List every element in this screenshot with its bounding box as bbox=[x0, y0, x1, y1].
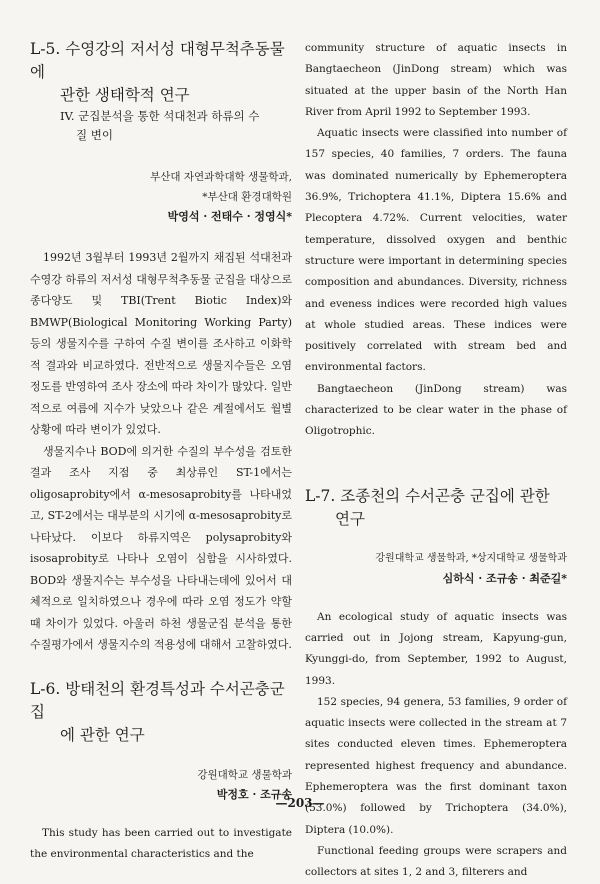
l6-affiliation: 강원대학교 생물학과 bbox=[197, 768, 292, 781]
l5-affiliation-2: *부산대 환경대학원 bbox=[202, 191, 292, 203]
right-column bbox=[305, 38, 567, 884]
l6-title-line1: L-6. 방태천의 환경특성과 수서곤충군집 bbox=[30, 679, 285, 721]
l5-title-line2: 관한 생태학적 연구 bbox=[60, 86, 190, 104]
l7-title-line2: 연구 bbox=[335, 509, 365, 528]
l6-title bbox=[30, 678, 292, 747]
l7-affiliation: 강원대학교 생물학과, *상지대학교 생물학과 bbox=[375, 552, 567, 564]
l6-title-line2: 에 관한 연구 bbox=[60, 725, 145, 744]
l5-paragraph-2: 생물지수나 BOD에 의거한 수질의 부수성을 검토한 결과 조사 지점 중 최상류인 ST-1에서는 oligosaprobity에서 α-mesosaprobity를 나타내었고, ST-2에서는 대부분의 시기에 α-mesosaprobity로 나타났다. 이보다 하류지역은 polysaprobity와 isosaprobity로 나타나 오염이 심함을 시사하였다. BOD와 생물지수는 부수성을 나타내는데에 있어서 대체적으로 일치하였으나 경우에 따라 오염 정도가 약할 때 차이가 있었다. 아울러 하천 생물군집 분석을 통한 수질평가에서 생물지수의 적용성에 대해서 고찰하였다. bbox=[30, 444, 292, 651]
l5-affiliation-1: 부산대 자연과학대학 생물학과, bbox=[150, 171, 292, 183]
l6-paragraph-3: Bangtaecheon (JinDong stream) was characterized to be clear water in the phase of Oligotrophic. bbox=[305, 382, 567, 438]
l5-subtitle-line1: IV. 군집분석을 통한 석대천과 하류의 수 bbox=[60, 109, 260, 123]
l5-subtitle-line2: 질 변이 bbox=[76, 128, 113, 142]
l6-paragraph-1: This study has been carried out to investigate the environmental characteristics and the bbox=[30, 826, 292, 860]
l5-paragraph-1: 1992년 3월부터 1993년 2월까지 채집된 석대천과 수영강 하류의 저서성 대형무척추동물 군집을 대상으로 종다양도 및 TBI(Trent Biotic Index)와 BMWP(Biological Monitoring Working Party) 등의 생물지수를 구하여 수질 변이를 조사하고 이화학적 결과와 비교하였다. 전반적으로 생물지수들은 오염 정도를 반영하여 조사 장소에 따라 차이가 많았다. 일반적으로 여름에 지수가 낮았으나 같은 계절에서도 월별 상황에 따라 변이가 있었다. bbox=[30, 251, 292, 436]
l7-paragraph-1: An ecological study of aquatic insects was carried out in Jojong stream, Kapyung-gun, Kyunggi-do, from September, 1992 to August, 1993. bbox=[305, 610, 567, 687]
l6-paragraph-1-continued: community structure of aquatic insects in Bangtaecheon (JinDong stream) which was situated at the upper basin of the North Han River from April 1992 to September 1993. bbox=[305, 42, 567, 118]
left-column bbox=[30, 38, 292, 865]
page-number: —203— bbox=[275, 796, 325, 810]
l6-paragraph-2: Aquatic insects were classified into number of 157 species, 40 families, 7 orders. The fauna was dominated numerically by Ephemeroptera 36.9%, Trichoptera 41.1%, Diptera 15.6% and Plecoptera 4.72%. Current velocities, water temperature, dissolved oxygen and benthic structure were important in determining species composition and abundances. Diversity, richness and eveness indices were recorded high values at whole studied areas. These indices were positively correlated with stream bed and environmental factors. bbox=[305, 127, 567, 374]
l5-title bbox=[30, 38, 292, 107]
l5-title-line1: L-5. 수영강의 저서성 대형무척추동물에 bbox=[30, 40, 285, 81]
l5-subtitle bbox=[30, 107, 292, 145]
l7-title bbox=[305, 485, 567, 531]
l7-paragraph-3: Functional feeding groups were scrapers and collectors at sites 1, 2 and 3, filterers and bbox=[305, 844, 567, 879]
l7-authors: 심하식 · 조규송 · 최준길* bbox=[442, 571, 567, 585]
l5-authors: 박영석 · 전태수 · 정영식* bbox=[167, 210, 292, 223]
l7-paragraph-2: 152 species, 94 genera, 53 families, 9 order of aquatic insects were collected in the stream at 7 sites conducted eleven times. Ephemeroptera represented highest frequency and abundance. Ephemeroptera was the first dominant taxon (53.0%) followed by Trichoptera (34.0%), Diptera (10.0%). bbox=[305, 695, 567, 836]
l7-title-line1: L-7. 조종천의 수서곤충 군집에 관한 bbox=[305, 486, 550, 505]
l6-authors: 박정호 · 조규송 bbox=[216, 787, 292, 801]
